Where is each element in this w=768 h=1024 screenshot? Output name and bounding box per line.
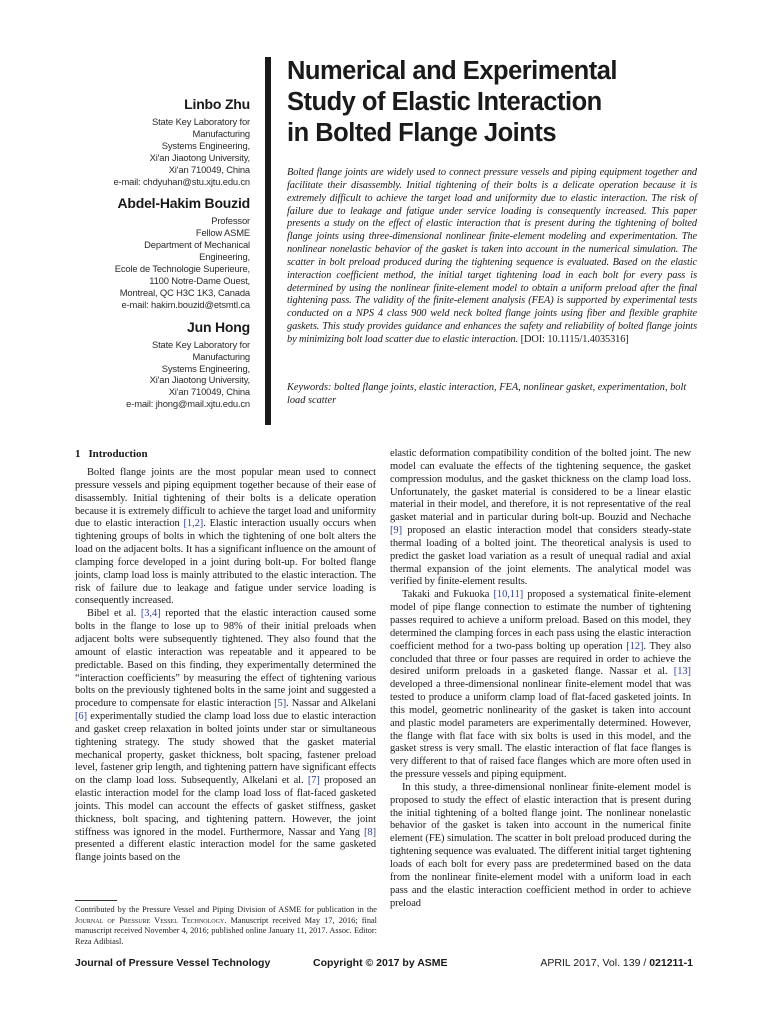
body-paragraph	[390, 589, 691, 782]
text-run: . Nassar and Alkelani	[286, 698, 376, 710]
author-name: Jun Hong	[187, 318, 250, 335]
author-affiliation-line: Xi'an 710049, China	[168, 386, 250, 398]
text-run: presented a different elastic interaction model for the same gasketed flange joints based on the	[75, 839, 376, 864]
text-run: In this study, a three-dimensional nonlinear finite-element model is proposed to study the effect of elastic interaction that is present during the initial tightening of a bolted flange joint. The nonlinear nonelastic behavior of the gasket is taken into account in the numerical finite element (FE) simulation. The scatter in bolt preload produced during the tightening sequence was evaluated. The different initial target tightening loads of each bolt for every pass are predetermined based on the data from the nonlinear finite-element model with a uniform load in each pass and the elastic interaction coefficient method in order to achieve preload	[390, 781, 691, 909]
author-affiliation-line: Xi'an 710049, China	[168, 163, 250, 175]
author-affiliation-line: State Key Laboratory for Manufacturing	[151, 338, 250, 362]
footer-journal: Journal of Pressure Vessel Technology	[75, 957, 271, 969]
title-line: Numerical and Experimental	[287, 57, 617, 85]
author-affiliation-line: 1100 Notre-Dame Ouest,	[149, 274, 250, 286]
footnote-rule	[75, 900, 117, 901]
title-line: in Bolted Flange Joints	[287, 119, 557, 147]
citation-link[interactable]: [10,11]	[493, 589, 524, 601]
citation-link[interactable]: [3,4]	[140, 608, 161, 620]
text-run: proposed an elastic interaction model for the clamp load loss of flat-faced gasketed joints. This model can account the effects of gasket stiffness, gasket thickness, bolt spacing, and tightening pattern. However, the joint stiffness was ignored in the model. Furthermore, Nassar and Yang	[75, 775, 376, 838]
author-entry	[100, 319, 250, 410]
title-line: Study of Elastic Interaction	[287, 88, 602, 116]
doi-link[interactable]: [DOI: 10.1115/1.4035316]	[520, 333, 629, 345]
citation-link[interactable]: [7]	[307, 775, 320, 787]
journal-name: Journal of Pressure Vessel Technology	[75, 915, 225, 925]
author-email[interactable]: e-mail: jhong@mail.xjtu.edu.cn	[126, 398, 250, 410]
citation-link[interactable]: [8]	[363, 826, 376, 838]
article-title	[287, 56, 707, 149]
author-email[interactable]: e-mail: hakim.bouzid@etsmtl.ca	[121, 298, 250, 310]
author-affiliation-line: Department of Mechanical Engineering,	[144, 239, 250, 263]
author-entry	[100, 195, 250, 310]
text-run: experimentally studied the clamp load loss due to elastic interaction and gasket creep relaxation in bolted joints under star or simultaneous tightening strategy. The study showed that the gasket material mechanical property, gasket thickness, bolt spacing, fastener preload level, fastener grip length, and tightening pattern have significant effects on the clamp load loss. Subsequently, Alkelani et al.	[75, 711, 376, 787]
text-run: proposed a systematical finite-element model of pipe flange connection to estimate the number of tightening passes required to achieve a uniform preload. Based on this model, they determined the clamping forces in each pass using the elastic interaction coefficient method for a two-pass bolting up operation	[390, 589, 691, 652]
citation-link[interactable]: [13]	[673, 666, 691, 678]
body-paragraph	[75, 467, 376, 608]
section-number: 1	[75, 448, 81, 460]
citation-link[interactable]: [5]	[274, 698, 287, 710]
author-name: Linbo Zhu	[184, 96, 250, 112]
body-paragraph	[390, 782, 691, 910]
citation-link[interactable]: [9]	[390, 525, 403, 537]
author-affiliation-line: Professor	[211, 215, 250, 227]
abstract	[287, 167, 697, 347]
citation-link[interactable]: [1,2]	[183, 518, 204, 530]
author-affiliation-line: Xi'an Jiaotong University,	[149, 374, 250, 386]
author-name: Abdel-Hakim Bouzid	[117, 195, 250, 212]
text-run: . Elastic interaction usually occurs when tightening groups of bolts in which the tightening of one bolt alters the load on the adjacent bolts. It has a significant influence on the amount of clamping force developed in a joint during bolt-up. For bolted flange joints, clamp load loss is mainly attributed to the elastic interaction. The risk of failure due to leakage and fatigue under service loading is consequently increased.	[75, 518, 376, 607]
title-rule	[265, 57, 271, 425]
footer-copyright: Copyright © 2017 by ASME	[313, 957, 448, 969]
author-email[interactable]: e-mail: chdyuhan@stu.xjtu.edu.cn	[113, 175, 250, 187]
section-heading	[75, 448, 376, 461]
text-run: Bolted flange joints are the most popular mean used to connect pressure vessels and piping equipment together because of their ease of disassembly. Initial tightening of their bolts is a delicate operation because it is extremely difficult to achieve the target load and uniformity due to elastic interaction	[75, 467, 376, 530]
text-run: elastic deformation compatibility condition of the bolted joint. The new model can evaluate the effects of the tightening sequence, the gasket compression modulus, and the gasket thickness on the clamp load loss. Unfortunately, the gasket material is considered to be a linear elastic material in their model, and therefore, it is not representative of the real gasket material and in particular during bolt-up. Bouzid and Nechache	[390, 448, 691, 524]
text-run: reported that the elastic interaction caused some bolts in the flange to lose up to 98% of their initial preloads when adjacent bolts were subsequently tightened. They also found that the amount of elastic interaction was repeatable and it appeared to be predictable. Based on this finding, they experimentally determined the “interaction coefficients” by measuring the effect of tightening various bolts on the previously tightened bolts in the same joint and suggested a procedure to compensate for elastic interaction	[75, 608, 376, 710]
author-affiliation-line: Ecole de Technologie Superieure,	[114, 263, 250, 275]
body-paragraph	[390, 448, 691, 589]
citation-link[interactable]: [6]	[75, 711, 88, 723]
author-affiliation-line: Systems Engineering,	[161, 139, 250, 151]
text-run: . They also concluded that three or four passes are required in order to achieve the desired uniform preloads in a gasketed flange. Nassar et al.	[390, 640, 692, 678]
section-title: Introduction	[88, 448, 148, 460]
author-affiliation-line: Fellow ASME	[195, 227, 250, 239]
text-run: proposed an elastic interaction model that considers steady-state thermal loading of a bolted joint. The theoretical analysis is used to predict the gasket load variation as a result of unequal radial and axial thermal expansion of the joint elements. The analytical model was verified by finite-element results.	[390, 525, 691, 588]
author-affiliation-line: Systems Engineering,	[161, 362, 250, 374]
author-affiliation-line: State Key Laboratory for Manufacturing	[151, 116, 250, 139]
text-run: Takaki and Fukuoka	[402, 589, 494, 601]
author-entry	[100, 96, 250, 187]
text-run: developed a three-dimensional nonlinear finite-element model that was tested to produce a uniform clamp load of flat-faced gasketed joints. In this model, geometric nonlinearity of the gasket is taken into account and plastic model parameters are experimentally determined. However, the flange with flat face with six bolts is used in this model, and the gasket stress is very small. The elastic interaction of flat face flanges is very different to that of raised face flanges which are more often used in the pressure vessels and piping equipment.	[390, 679, 691, 781]
footer-issue	[519, 957, 693, 969]
body-column-left	[75, 448, 376, 865]
body-paragraph	[75, 608, 376, 865]
footer-article-number: 021211-1	[649, 957, 693, 969]
abstract-text: Bolted flange joints are widely used to connect pressure vessels and piping equipment together and facilitate their disassembly. Initial tightening of their bolts is a delicate operation because it is extremely difficult to achieve the target load and uniformity due to elastic interaction. The risk of failure due to leakage and fatigue under service loading is consequently increased. This paper presents a study on the effect of elastic interaction that is present during the tightening of bolted flange joints using three-dimensional nonlinear finite-element modeling and experimentation. The nonlinear nonelastic behavior of the gasket is taken into account in the numerical simulation. The scatter in bolt preload produced during the tightening sequence is evaluated. Based on the elastic interaction coefficient method, the initial target tightening load in each bolt for every pass is determined by using the nonlinear finite-element model to obtain a uniform preload after the final tightening pass. The validity of the finite-element analysis (FEA) is supported by experimental tests conducted on a NPS 4 class 900 weld neck bolted flange joints using fiber and flexible graphite gaskets. This study provides guidance and enhances the safety and reliability of bolted flange joints by minimizing bolt load scatter due to elastic interaction.	[287, 167, 697, 345]
footer-issue-text: APRIL 2017, Vol. 139 /	[540, 957, 650, 969]
body-column-right	[390, 448, 691, 910]
text-run: . Manuscript received May 17, 2016; final manuscript received November 4, 2016; published online January 11, 2017. Assoc. Editor: Reza Adibiasl.	[75, 915, 377, 946]
text-run: Contributed by the Pressure Vessel and Piping Division of ASME for publication in the	[75, 905, 377, 914]
keywords: Keywords: bolted flange joints, elastic interaction, FEA, nonlinear gasket, experimentation, bolt load scatter	[287, 382, 687, 406]
footnote	[75, 905, 377, 947]
text-run: Bibel et al.	[87, 608, 141, 620]
citation-link[interactable]: [12]	[626, 640, 644, 652]
author-affiliation-line: Xi'an Jiaotong University,	[149, 151, 250, 163]
author-block	[100, 96, 250, 418]
author-affiliation-line: Montreal, QC H3C 1K3, Canada	[119, 286, 250, 298]
